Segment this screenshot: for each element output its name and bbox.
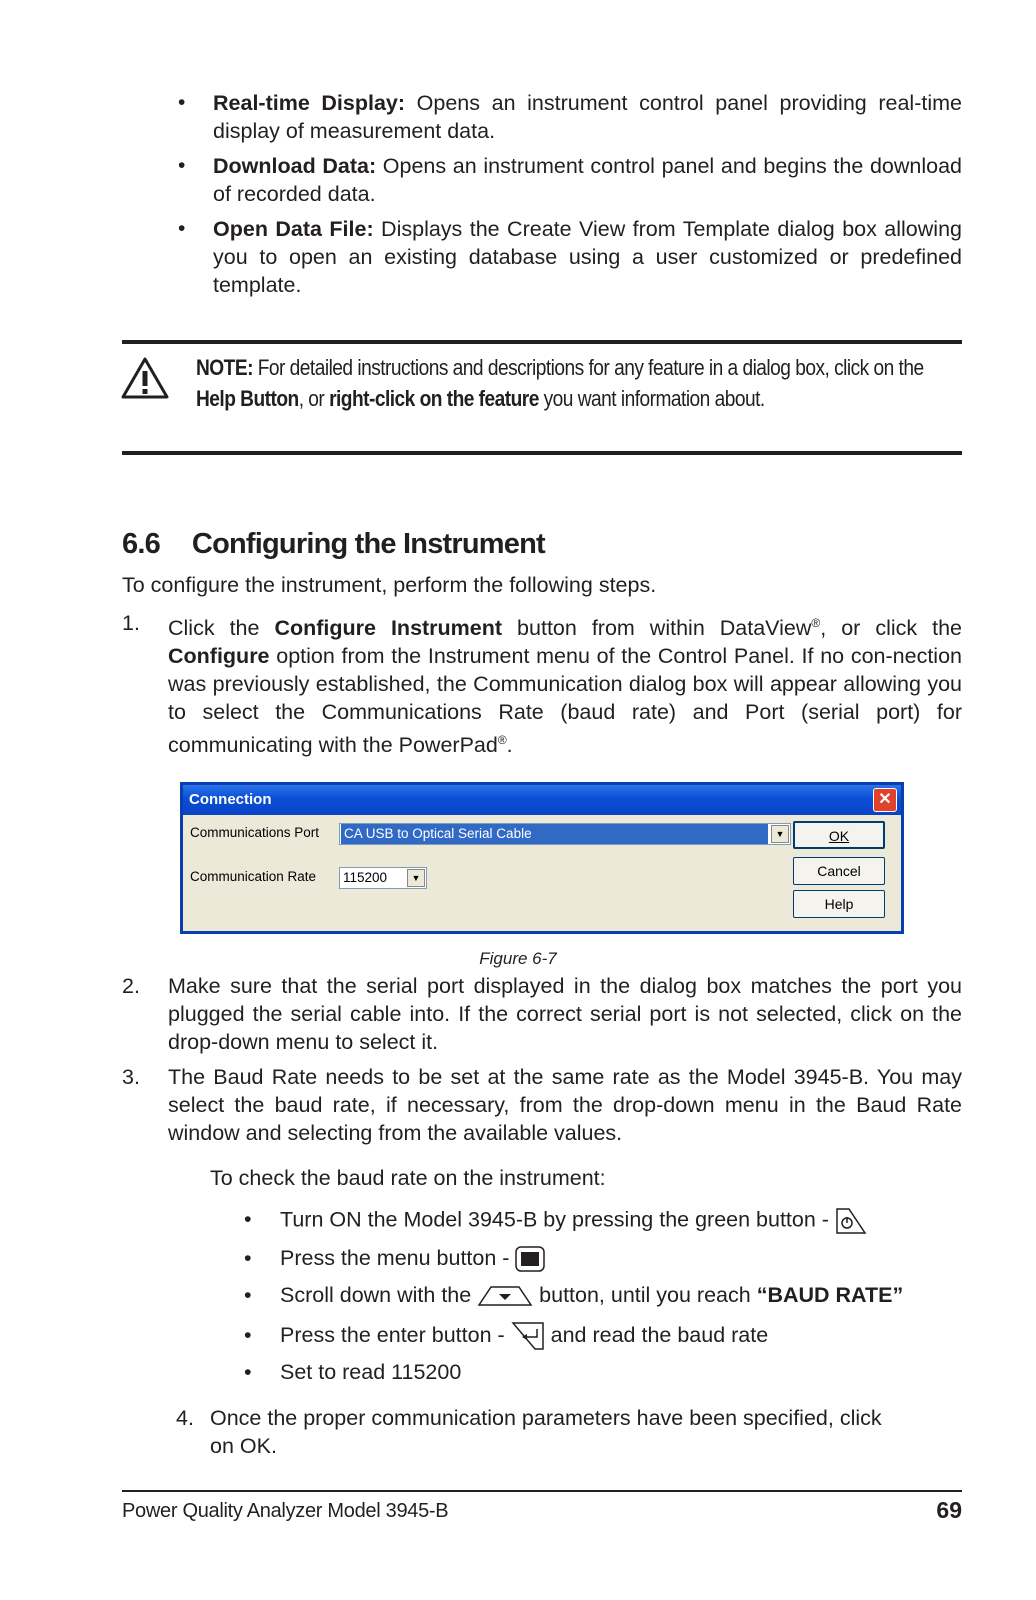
page-number: 69 [936, 1497, 962, 1523]
bullet-label: Real-time Display: [213, 91, 406, 115]
enter-button-icon [511, 1321, 545, 1351]
chevron-down-icon[interactable]: ▼ [407, 869, 425, 887]
baud-rate-bold: “BAUD RATE” [756, 1283, 904, 1307]
check-intro: To check the baud rate on the instrument: [210, 1166, 606, 1190]
step-1-text [168, 609, 962, 759]
section-number: 6.6 [122, 528, 160, 560]
note-top-rule [122, 340, 962, 344]
dialog-title-bar [183, 785, 901, 815]
step-number: 1. [122, 611, 140, 635]
registered-mark: ® [811, 616, 821, 630]
step-number: 2. [122, 974, 140, 998]
check-span: Press the menu button - [280, 1246, 516, 1270]
help-button[interactable] [793, 890, 885, 918]
step-span: button from within DataView [502, 616, 812, 641]
communications-port-select[interactable] [339, 823, 791, 845]
cancel-label: Cancel [817, 863, 861, 879]
note-bottom-rule [122, 451, 962, 455]
ok-label: OK [828, 828, 850, 844]
bullet-dot: • [244, 1246, 252, 1270]
communication-rate-label: Communication Rate [190, 869, 317, 884]
close-icon[interactable]: ✕ [873, 788, 897, 812]
step-3-text: The Baud Rate needs to be set at the same rate as the Model 3945-B. You may select the baud rate, if necessary, from the drop-down menu in the Baud Rate window and selecting from the available values. [168, 1065, 962, 1145]
bullet-realtime-display [213, 89, 962, 145]
connection-dialog [180, 782, 904, 934]
check-span: Turn ON the Model 3945-B by pressing the green button - [280, 1207, 835, 1232]
bullet-text: Opens an instrument control panel providing real-time display of measurement data. [213, 91, 962, 143]
dialog-title: Connection [189, 791, 272, 808]
step-2-text: Make sure that the serial port displayed in the dialog box matches the port you plugged the serial cable into. If the correct serial port is not selected, click on the drop-down menu to select it. [168, 974, 962, 1054]
step-span: . [506, 733, 513, 758]
step-4-text: Once the proper communication parameters have been specified, click on OK. [210, 1406, 882, 1458]
note-span: , or [298, 386, 330, 411]
step-span: Click the [168, 616, 275, 641]
scroll-down-button-icon [477, 1285, 533, 1307]
note-bold-right-click: right-click on the feature [329, 386, 539, 411]
bullet-dot: • [178, 91, 186, 114]
warning-icon [120, 356, 170, 400]
bullet-dot: • [244, 1207, 252, 1231]
ok-button[interactable] [793, 821, 885, 849]
power-button-icon [835, 1205, 867, 1237]
section-title: Configuring the Instrument [191, 528, 545, 560]
note-span: you want information about. [538, 386, 765, 411]
bullet-dot: • [244, 1323, 252, 1347]
bullet-dot: • [244, 1283, 252, 1307]
port-value: CA USB to Optical Serial Cable [341, 824, 768, 844]
check-step-menu [280, 1244, 545, 1272]
step-span: , or click the [820, 616, 963, 641]
configure-instrument-bold: Configure Instrument [274, 616, 503, 641]
bullet-dot: • [178, 154, 186, 177]
note-bold-help-button: Help Button [196, 386, 299, 411]
rate-value: 115200 [343, 870, 388, 885]
section-heading [122, 528, 545, 561]
bullet-open-data-file [213, 215, 962, 299]
bullet-label: Download Data: [213, 154, 377, 178]
check-span: and read the baud rate [544, 1323, 769, 1347]
bullet-text: Opens an instrument control panel and begins the download of recorded data. [213, 154, 962, 206]
check-step-enter [280, 1321, 768, 1351]
configure-bold: Configure [168, 644, 270, 669]
check-step-set: Set to read 115200 [280, 1360, 462, 1384]
menu-button-icon [515, 1246, 545, 1272]
step-number: 4. [176, 1406, 194, 1430]
note-label: NOTE: [196, 355, 253, 380]
bullet-text: Displays the Create View from Template dialog box allowing you to open an existing database using a user customized or predefined template. [213, 217, 962, 297]
registered-mark: ® [497, 733, 507, 748]
check-span: Press the enter button - [280, 1323, 511, 1347]
figure-caption: Figure 6-7 [479, 949, 557, 968]
footer-title: Power Quality Analyzer Model 3945-B [122, 1500, 449, 1522]
step-span: option from the Instrument menu of the Control Panel. If no con-nection was previously established, the Communication dialog box will appear allowing you to select the Communications Rate (baud rate) and Port (serial port) for communicating with the PowerPad [168, 644, 962, 758]
check-span: button, until you reach [533, 1283, 757, 1307]
check-step-scroll [280, 1281, 903, 1309]
bullet-download-data [213, 152, 962, 208]
cancel-button[interactable] [793, 857, 885, 885]
communication-rate-select[interactable] [339, 867, 427, 889]
communications-port-label: Communications Port [190, 825, 320, 840]
step-number: 3. [122, 1065, 140, 1089]
bullet-dot: • [244, 1360, 252, 1384]
note-span: For detailed instructions and descriptions for any feature in a dialog box, click on the [252, 355, 924, 380]
check-step-power [280, 1205, 867, 1237]
help-label: Help [824, 896, 854, 912]
bullet-dot: • [178, 217, 186, 240]
note-text [196, 352, 962, 414]
bullet-label: Open Data File: [213, 217, 374, 241]
intro-text: To configure the instrument, perform the following steps. [122, 573, 657, 597]
check-span: Scroll down with the [280, 1283, 478, 1307]
footer-rule [122, 1490, 962, 1492]
chevron-down-icon[interactable]: ▼ [771, 825, 789, 843]
